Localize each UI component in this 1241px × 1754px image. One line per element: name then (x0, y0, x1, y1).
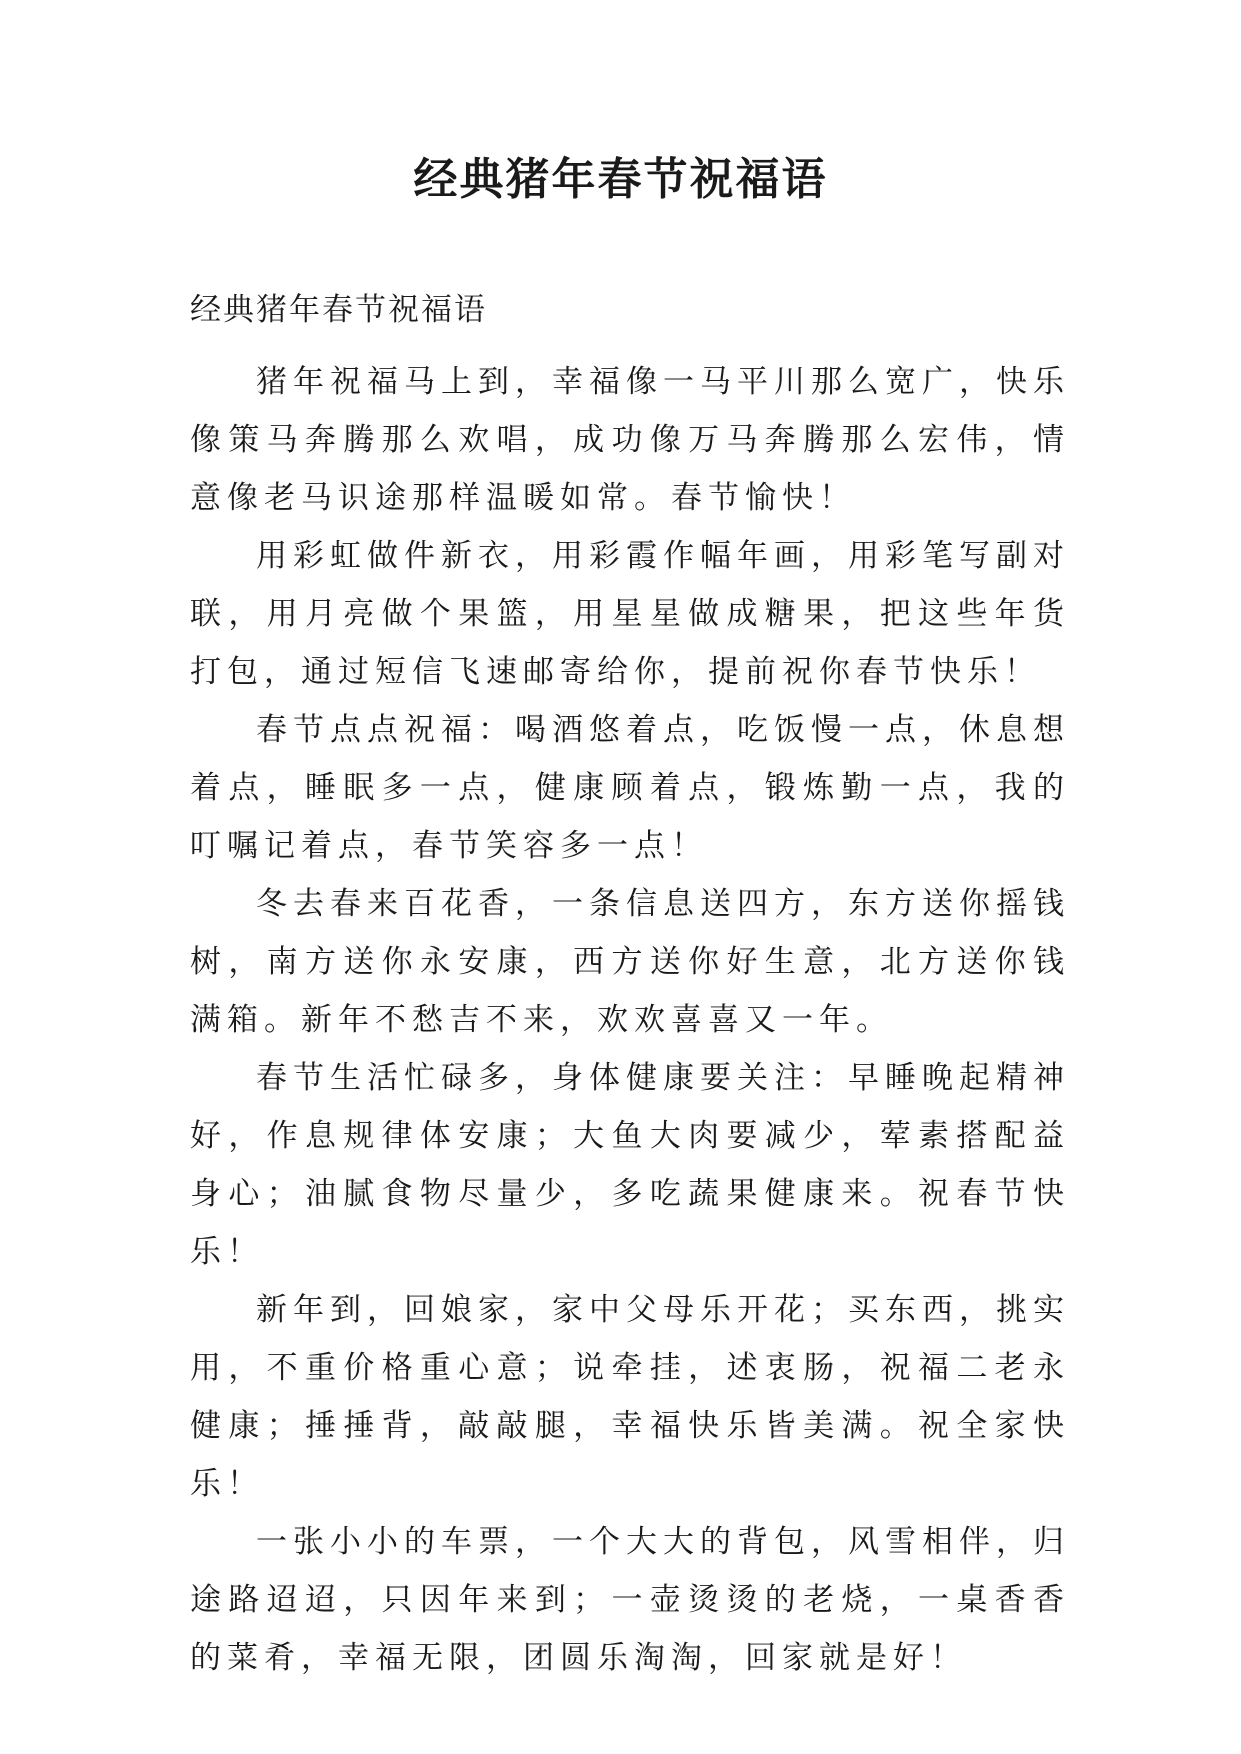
document-title: 经典猪年春节祝福语 (413, 154, 828, 205)
paragraph: 冬去春来百花香，一条信息送四方，东方送你摇钱树，南方送你永安康，西方送你好生意，北方送你钱满箱。新年不愁吉不来，欢欢喜喜又一年。 (190, 886, 1070, 1038)
paragraph: 新年到，回娘家，家中父母乐开花；买东西，挑实用，不重价格重心意；说牵挂，述衷肠，祝福二老永健康；捶捶背，敲敲腿，幸福快乐皆美满。祝全家快乐！ (190, 1292, 1070, 1502)
document-body (190, 290, 1070, 1687)
paragraph: 用彩虹做件新衣，用彩霞作幅年画，用彩笔写副对联，用月亮做个果篮，用星星做成糖果，把这些年货打包，通过短信飞速邮寄给你，提前祝你春节快乐！ (190, 538, 1070, 690)
paragraph: 一张小小的车票，一个大大的背包，风雪相伴，归途路迢迢，只因年来到；一壶烫烫的老烧，一桌香香的菜肴，幸福无限，团圆乐淘淘，回家就是好！ (190, 1524, 1070, 1676)
paragraph: 春节点点祝福：喝酒悠着点，吃饭慢一点，休息想着点，睡眠多一点，健康顾着点，锻炼勤一点，我的叮嘱记着点，春节笑容多一点！ (190, 712, 1070, 864)
paragraph: 猪年祝福马上到，幸福像一马平川那么宽广，快乐像策马奔腾那么欢唱，成功像万马奔腾那么宏伟，情意像老马识途那样温暖如常。春节愉快！ (190, 364, 1070, 516)
document-subtitle: 经典猪年春节祝福语 (190, 292, 487, 328)
paragraph: 春节生活忙碌多，身体健康要关注：早睡晚起精神好，作息规律体安康；大鱼大肉要减少，荤素搭配益身心；油腻食物尽量少，多吃蔬果健康来。祝春节快乐！ (190, 1060, 1070, 1270)
